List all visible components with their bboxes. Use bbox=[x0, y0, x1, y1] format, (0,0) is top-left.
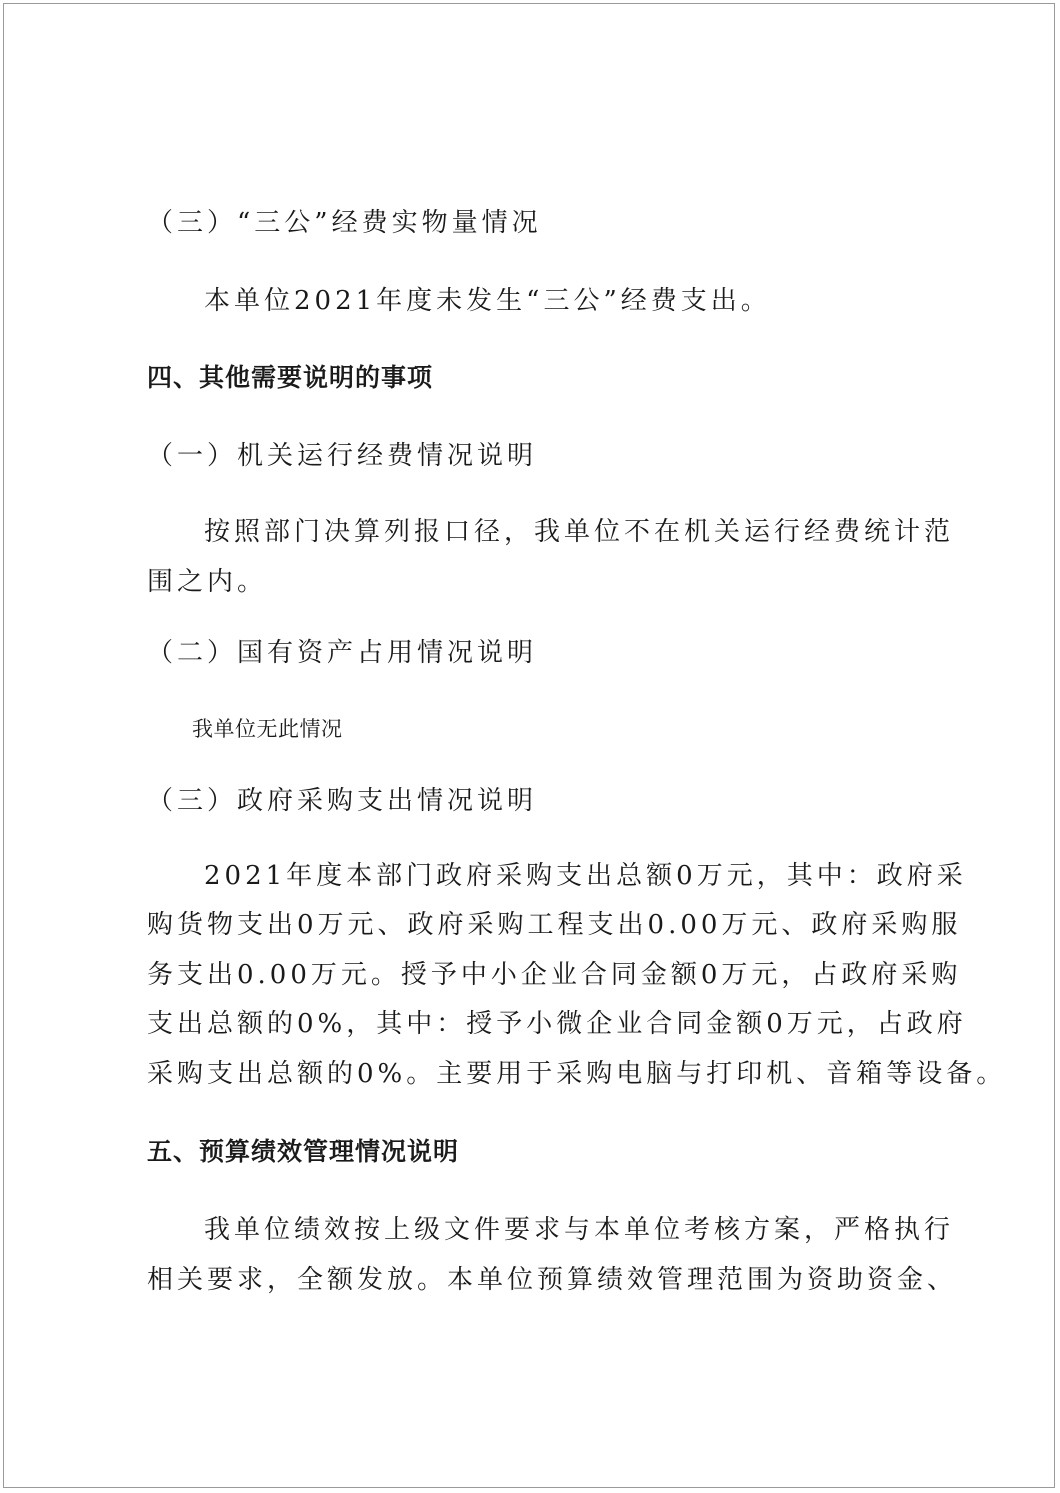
paragraph-procurement-line-2: 购货物支出0万元、政府采购工程支出0.00万元、政府采购服 bbox=[147, 910, 962, 940]
sub-heading-procurement: （三）政府采购支出情况说明 bbox=[147, 786, 538, 816]
sub-heading-state-assets: （二）国有资产占用情况说明 bbox=[147, 638, 538, 668]
page bbox=[3, 3, 1055, 1488]
paragraph-sangong: 本单位2021年度未发生“三公”经费支出。 bbox=[204, 286, 771, 316]
paragraph-procurement-line-5: 采购支出总额的0%。主要用于采购电脑与打印机、音箱等设备。 bbox=[147, 1059, 1007, 1089]
section-heading-other-matters: 四、其他需要说明的事项 bbox=[147, 363, 434, 392]
sub-heading-sangong-quantity: （三）“三公”经费实物量情况 bbox=[147, 208, 542, 238]
paragraph-state-assets: 我单位无此情况 bbox=[192, 717, 343, 741]
paragraph-office-expenses-line-2: 围之内。 bbox=[147, 567, 268, 597]
paragraph-procurement-line-4: 支出总额的0%，其中：授予小微企业合同金额0万元，占政府 bbox=[147, 1009, 967, 1039]
paragraph-performance-line-2: 相关要求，全额发放。本单位预算绩效管理范围为资助资金、 bbox=[147, 1265, 958, 1295]
section-heading-performance: 五、预算绩效管理情况说明 bbox=[147, 1137, 460, 1166]
sub-heading-office-expenses: （一）机关运行经费情况说明 bbox=[147, 441, 538, 471]
paragraph-procurement-line-1: 2021年度本部门政府采购支出总额0万元，其中：政府采 bbox=[204, 861, 967, 891]
paragraph-office-expenses-line-1: 按照部门决算列报口径，我单位不在机关运行经费统计范 bbox=[204, 517, 955, 547]
paragraph-procurement-line-3: 务支出0.00万元。授予中小企业合同金额0万元，占政府采购 bbox=[147, 960, 962, 990]
paragraph-performance-line-1: 我单位绩效按上级文件要求与本单位考核方案，严格执行 bbox=[204, 1215, 955, 1245]
